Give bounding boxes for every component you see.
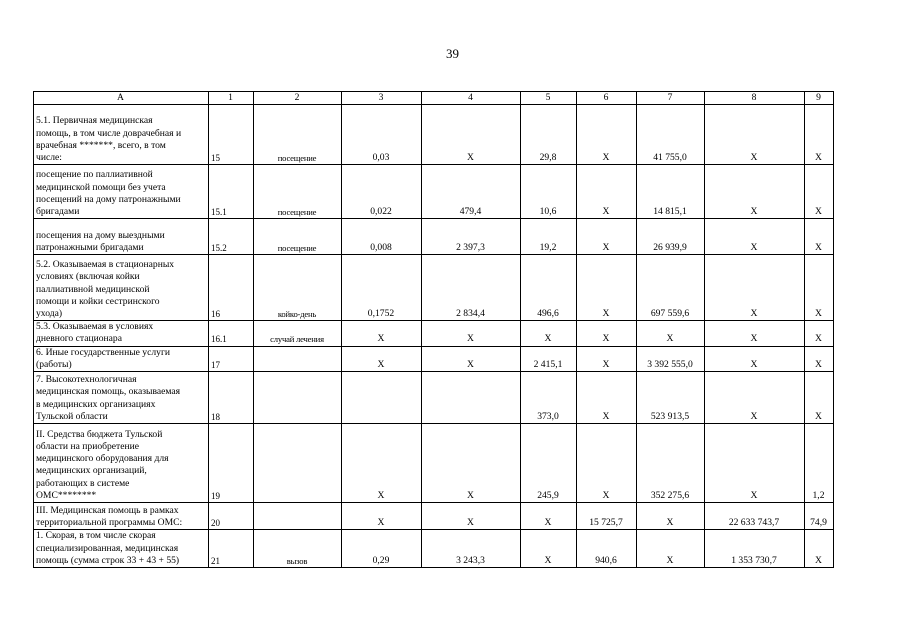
cell-col-2: посещение [254,105,342,165]
cell-col-7: 523 913,5 [637,372,705,424]
cell-col-9: Х [805,530,834,568]
cell-col-7: 697 559,6 [637,255,705,321]
cell-col-3: Х [342,503,422,530]
row-label-line: 5.3. Оказываемая в условиях [36,321,154,333]
cell-col-3: 0,008 [342,219,422,255]
row-label-line: медицинской помощи без учета [36,181,166,193]
row-label-line: медицинская помощь, оказываемая [36,386,181,398]
table-body [34,92,834,568]
cell-col-2 [254,503,342,530]
row-label-line: медицинского оборудования для [36,453,169,465]
cell-col-9: Х [805,372,834,424]
cell-col-9: Х [805,219,834,255]
cell-col-3: Х [342,424,422,503]
cell-col-5: Х [521,503,577,530]
cell-col-3: 0,1752 [342,255,422,321]
cell-col-3: Х [342,321,422,346]
cell-col-6: 15 725,7 [577,503,637,530]
row-label-line: посещения на дому выездными [36,229,165,241]
cell-col-8: Х [705,255,805,321]
cell-col-5: 10,6 [521,165,577,219]
cell-col-8: Х [705,424,805,503]
cell-col-3: 0,03 [342,105,422,165]
cell-col-9: Х [805,346,834,371]
cell-col-2: вызов [254,530,342,568]
cell-col-2 [254,372,342,424]
row-label-cell [34,255,209,321]
row-label-cell [34,105,209,165]
cell-col-9: Х [805,105,834,165]
cell-col-2 [254,346,342,371]
cell-col-6: Х [577,372,637,424]
cell-col-6: Х [577,105,637,165]
cell-col-2: посещение [254,219,342,255]
cell-col-8: 1 353 730,7 [705,530,805,568]
row-label-line: патронажными бригадами [36,242,144,253]
cell-col-1: 21 [209,530,254,568]
cell-col-1: 15.2 [209,219,254,255]
cell-col-1: 17 [209,346,254,371]
cell-col-3: 0,022 [342,165,422,219]
cell-col-9: 1,2 [805,424,834,503]
cell-col-2: посещение [254,165,342,219]
cell-col-7: 352 275,6 [637,424,705,503]
table-header-row [34,92,834,105]
row-label-line: III. Медицинская помощь в рамках [36,504,179,516]
row-label-line: условиях (включая койки [36,271,140,283]
row-label-line: 5.2. Оказываемая в стационарных [36,259,175,271]
cell-col-5: 19,2 [521,219,577,255]
cell-col-4: 479,4 [422,165,521,219]
cell-col-8: Х [705,372,805,424]
row-label-line: дневного стационара [36,333,122,345]
cell-col-4: Х [422,105,521,165]
cell-col-9: 74,9 [805,503,834,530]
cell-col-1: 16.1 [209,321,254,346]
row-label-line: (работы) [36,358,72,370]
row-label-cell [34,424,209,503]
cell-col-5: 2 415,1 [521,346,577,371]
row-label-line: ОМС******** [36,489,97,501]
row-label-line: в медицинских организациях [36,398,156,410]
table-row [34,503,834,530]
row-label-line: 1. Скорая, в том числе скорая [36,530,156,542]
cell-col-6: Х [577,255,637,321]
cell-col-6: Х [577,165,637,219]
cell-col-6: Х [577,346,637,371]
cell-col-1: 18 [209,372,254,424]
cell-col-1: 15.1 [209,165,254,219]
cell-col-4: Х [422,503,521,530]
header-cell-8: 8 [705,92,805,105]
row-label-line: бригадами [36,206,80,217]
header-cell-3: 3 [342,92,422,105]
cell-col-8: Х [705,219,805,255]
row-label-line: помощи и койки сестринского [36,295,160,307]
cell-col-7: 3 392 555,0 [637,346,705,371]
cell-col-3: Х [342,346,422,371]
table-row [34,346,834,371]
row-label-line: помощь, в том числе доврачебная и [36,127,182,139]
cell-col-1: 19 [209,424,254,503]
cell-col-6: Х [577,321,637,346]
row-label-line: специализированная, медицинская [36,542,179,554]
cell-col-7: 14 815,1 [637,165,705,219]
row-label-line: II. Средства бюджета Тульской [36,428,163,440]
row-label-line: ухода) [36,308,63,319]
cell-col-3 [342,372,422,424]
row-label-line: Тульской области [36,410,108,422]
row-label-line: врачебная *******, всего, в том [36,139,166,151]
cell-col-5: Х [521,530,577,568]
cell-col-2: случай лечения [254,321,342,346]
row-label-line: медицинских организаций, [36,465,147,477]
row-label-cell [34,321,209,346]
header-cell-a: А [34,92,209,105]
cell-col-5: 373,0 [521,372,577,424]
header-cell-4: 4 [422,92,521,105]
cell-col-9: Х [805,165,834,219]
row-label-line: работающих в системе [36,477,130,489]
cell-col-7: Х [637,530,705,568]
cell-col-7: Х [637,503,705,530]
cell-col-1: 16 [209,255,254,321]
table-row [34,372,834,424]
row-label-cell [34,165,209,219]
cell-col-4: Х [422,346,521,371]
cell-col-5: 29,8 [521,105,577,165]
table-row [34,165,834,219]
row-label-line: паллиативной медицинской [36,283,150,295]
cell-col-8: 22 633 743,7 [705,503,805,530]
financing-table [33,91,834,568]
table-row [34,105,834,165]
cell-col-1: 20 [209,503,254,530]
cell-col-4: 2 834,4 [422,255,521,321]
table-row [34,321,834,346]
cell-col-4: Х [422,424,521,503]
header-cell-2: 2 [254,92,342,105]
cell-col-8: Х [705,346,805,371]
row-label-line: 5.1. Первичная медицинская [36,115,153,127]
cell-col-8: Х [705,105,805,165]
cell-col-7: 26 939,9 [637,219,705,255]
cell-col-7: Х [637,321,705,346]
row-label-line: 7. Высокотехнологичная [36,374,137,386]
table-row [34,530,834,568]
cell-col-4: Х [422,321,521,346]
row-label-cell [34,346,209,371]
cell-col-9: Х [805,255,834,321]
cell-col-5: Х [521,321,577,346]
table-row [34,424,834,503]
cell-col-5: 245,9 [521,424,577,503]
cell-col-4: 3 243,3 [422,530,521,568]
cell-col-2 [254,424,342,503]
row-label-line: помощь (сумма строк 33 + 43 + 55) [36,554,180,566]
cell-col-6: 940,6 [577,530,637,568]
row-label-line: посещение по паллиативной [36,169,153,181]
row-label-line: территориальной программы ОМС: [36,516,183,528]
row-label-line: числе: [36,152,62,163]
row-label-cell [34,219,209,255]
header-cell-5: 5 [521,92,577,105]
cell-col-1: 15 [209,105,254,165]
row-label-line: посещений на дому патронажными [36,193,181,205]
cell-col-7: 41 755,0 [637,105,705,165]
cell-col-8: Х [705,321,805,346]
cell-col-4: 2 397,3 [422,219,521,255]
page-number: 39 [446,46,459,61]
row-label-cell [34,530,209,568]
header-cell-1: 1 [209,92,254,105]
row-label-line: 6. Иные государственные услуги [36,346,171,358]
cell-col-8: Х [705,165,805,219]
cell-col-6: Х [577,424,637,503]
header-cell-6: 6 [577,92,637,105]
cell-col-9: Х [805,321,834,346]
cell-col-4 [422,372,521,424]
cell-col-2: койко-день [254,255,342,321]
header-cell-9: 9 [805,92,834,105]
table-row [34,255,834,321]
row-label-cell [34,372,209,424]
cell-col-6: Х [577,219,637,255]
row-label-cell [34,503,209,530]
cell-col-5: 496,6 [521,255,577,321]
row-label-line: области на приобретение [36,441,140,452]
table-row [34,219,834,255]
header-cell-7: 7 [637,92,705,105]
cell-col-3: 0,29 [342,530,422,568]
